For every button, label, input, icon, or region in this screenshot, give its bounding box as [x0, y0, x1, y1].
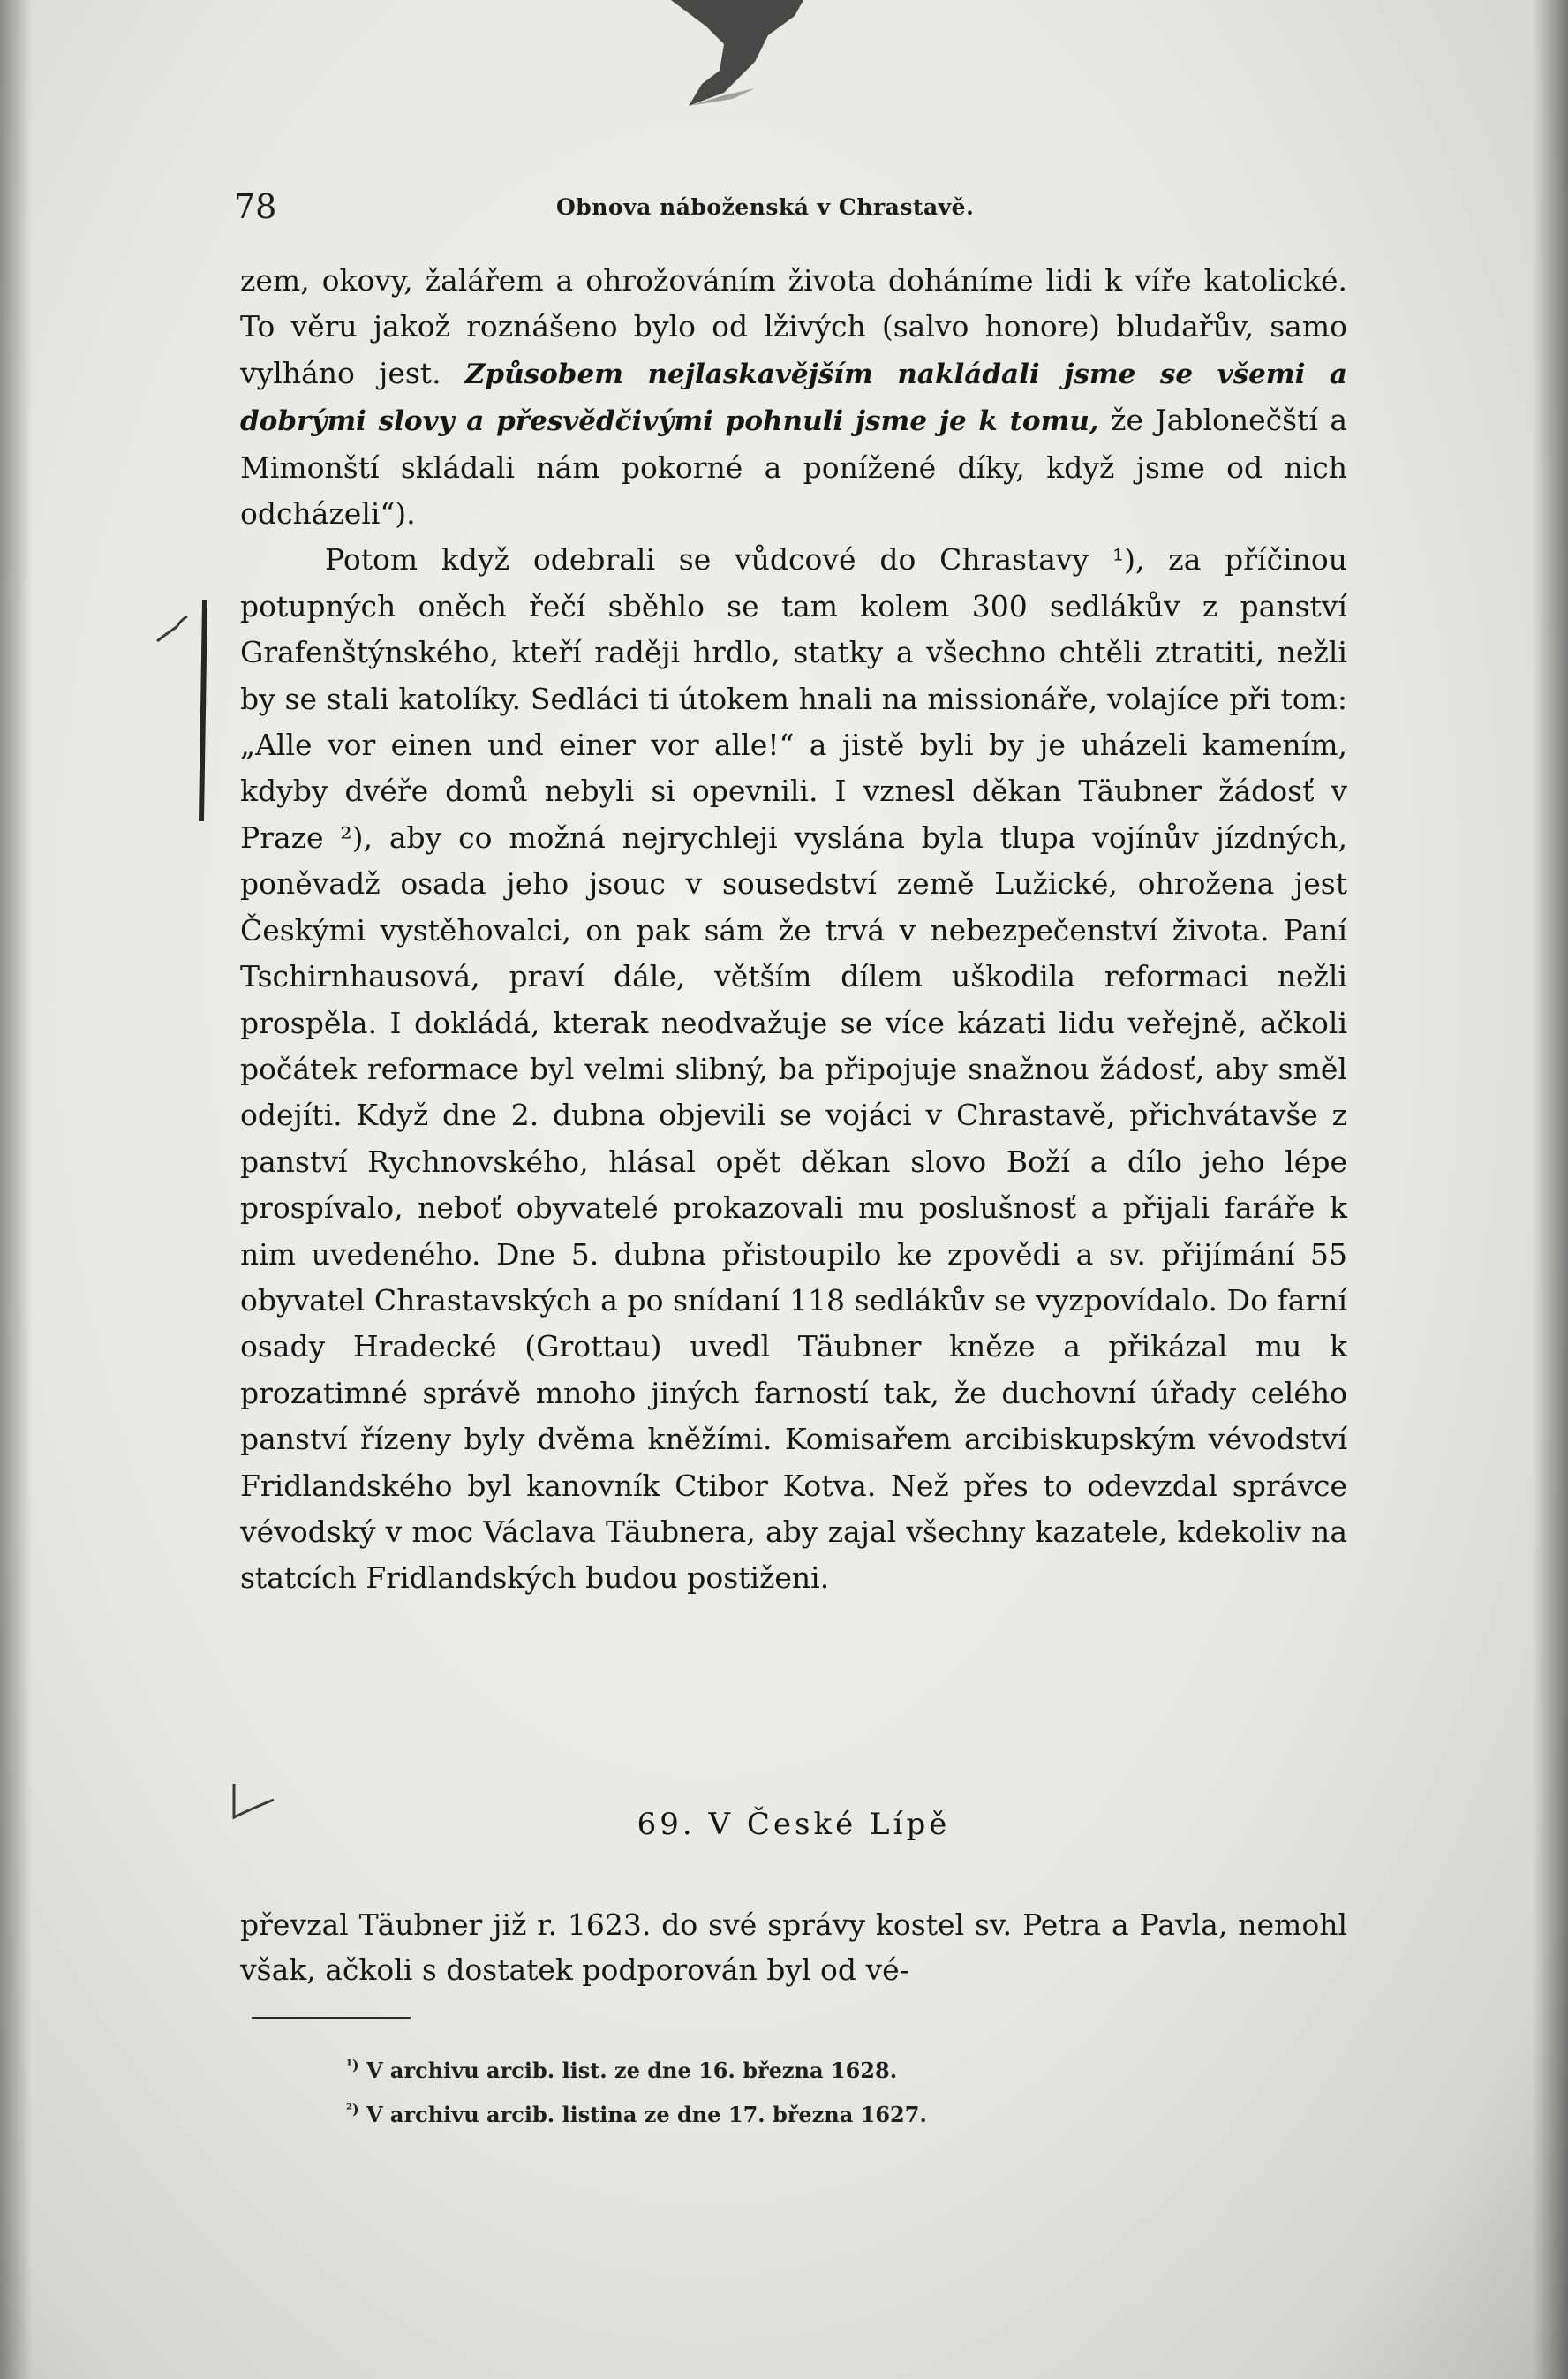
section-text: převzal Täubner již r. 1623. do své správy kostel sv. Petra a Pavla, nemohl však, ačkoli s dostatek podporován byl od vé- [240, 1907, 1347, 1987]
running-title: Obnova náboženská v Chrastavě. [556, 194, 975, 220]
paragraph-1 [240, 258, 1347, 537]
paragraph-1-text-after: že Jablonečští a Mimonští skládali nám pokorné a ponížené díky, když jsme od nich odcházeli“). [240, 403, 1347, 532]
footnote-1 [346, 2046, 1317, 2090]
footnote-1-text: V archivu arcib. list. ze dne 16. března 1628. [366, 2058, 898, 2083]
footnotes [346, 2046, 1317, 2134]
page-number: 78 [234, 187, 277, 226]
section-heading: 69. V České Lípě [637, 1807, 951, 1842]
page-shadow-right [1533, 0, 1568, 2379]
page-header [234, 187, 1338, 231]
paragraph-1-text-before: zem, okovy, žalářem a ohrožováním života doháníme lidi k víře katolické. To věru jakož roznášeno bylo od lživých (salvo honore) bludařův, samo vylháno jest. [240, 263, 1347, 390]
pencil-margin-bracket-mark [150, 583, 230, 830]
ink-blot-mark [671, 0, 803, 110]
footnote-2-mark: ²) [346, 2101, 359, 2118]
paragraph-2: Potom když odebrali se vůdcové do Chrastavy ¹), za příčinou potupných oněch řečí sběhlo se tam kolem 300 sedlákův z panství Grafenštýnského, kteří raději hrdlo, statky a všechno chtěli ztratiti, nežli by se stali katolíky. Sedláci ti útokem hnali na missionáře, volajíce při tom: „Alle vor einen und einer vor alle!“ a jistě byli by je uházeli kamením, kdyby dvéře domů nebyli si opevnili. I vznesl děkan Täubner žádosť v Praze ²), aby co možná nejrychleji vyslána byla tlupa vojínův jízdných, poněvadž osada jeho jsouc v sousedství země Lužické, ohrožena jest Českými vystěhovalci, on pak sám že trvá v nebezpečenství života. Paní Tschirnhausová, praví dále, větším dílem uškodila reformaci nežli prospěla. I dokládá, kterak neodvažuje se více kázati lidu veřejně, ačkoli počátek reformace byl velmi slibný, ba připojuje snažnou žádosť, aby směl odejíti. Když dne 2. dubna objevili se vojáci v Chrastavě, přichvátavše z panství Rychnovského, hlásal opět děkan slovo Boží a dílo jeho lépe prospívalo, neboť obyvatelé prokazovali mu poslušnosť a přijali faráře k nim uvedeného. Dne 5. dubna přistoupilo ke zpovědi a sv. přijímání 55 obyvatel Chrastavských a po snídaní 118 sedlákův se vyzpovídalo. Do farní osady Hradecké (Grottau) uvedl Täubner kněze a přikázal mu k prozatimné správě mnoho jiných farností tak, že duchovní úřady celého panství řízeny byly dvěma kněžími. Komisařem arcibiskupským vévodství Fridlandského byl kanovník Ctibor Kotva. Než přes to odevzdal správce vévodský v moc Václava Täubnera, aby zajal všechny kazatele, kdekoliv na statcích Fridlandských budou postiženi. [240, 542, 1347, 1596]
page-shadow-left [0, 0, 32, 2379]
body-text [240, 258, 1347, 1602]
footnote-1-mark: ¹) [346, 2057, 359, 2073]
footnote-2-text: V archivu arcib. listina ze dne 17. března 1627. [366, 2102, 927, 2127]
footnote-divider [252, 2017, 411, 2019]
paragraph-1-emphasis: Způsobem nejlaskavějším nakládali jsme se všemi a dobrými slovy a přesvědčivými pohnuli jsme je k tomu, [240, 358, 1347, 438]
footnote-2 [346, 2090, 1317, 2134]
